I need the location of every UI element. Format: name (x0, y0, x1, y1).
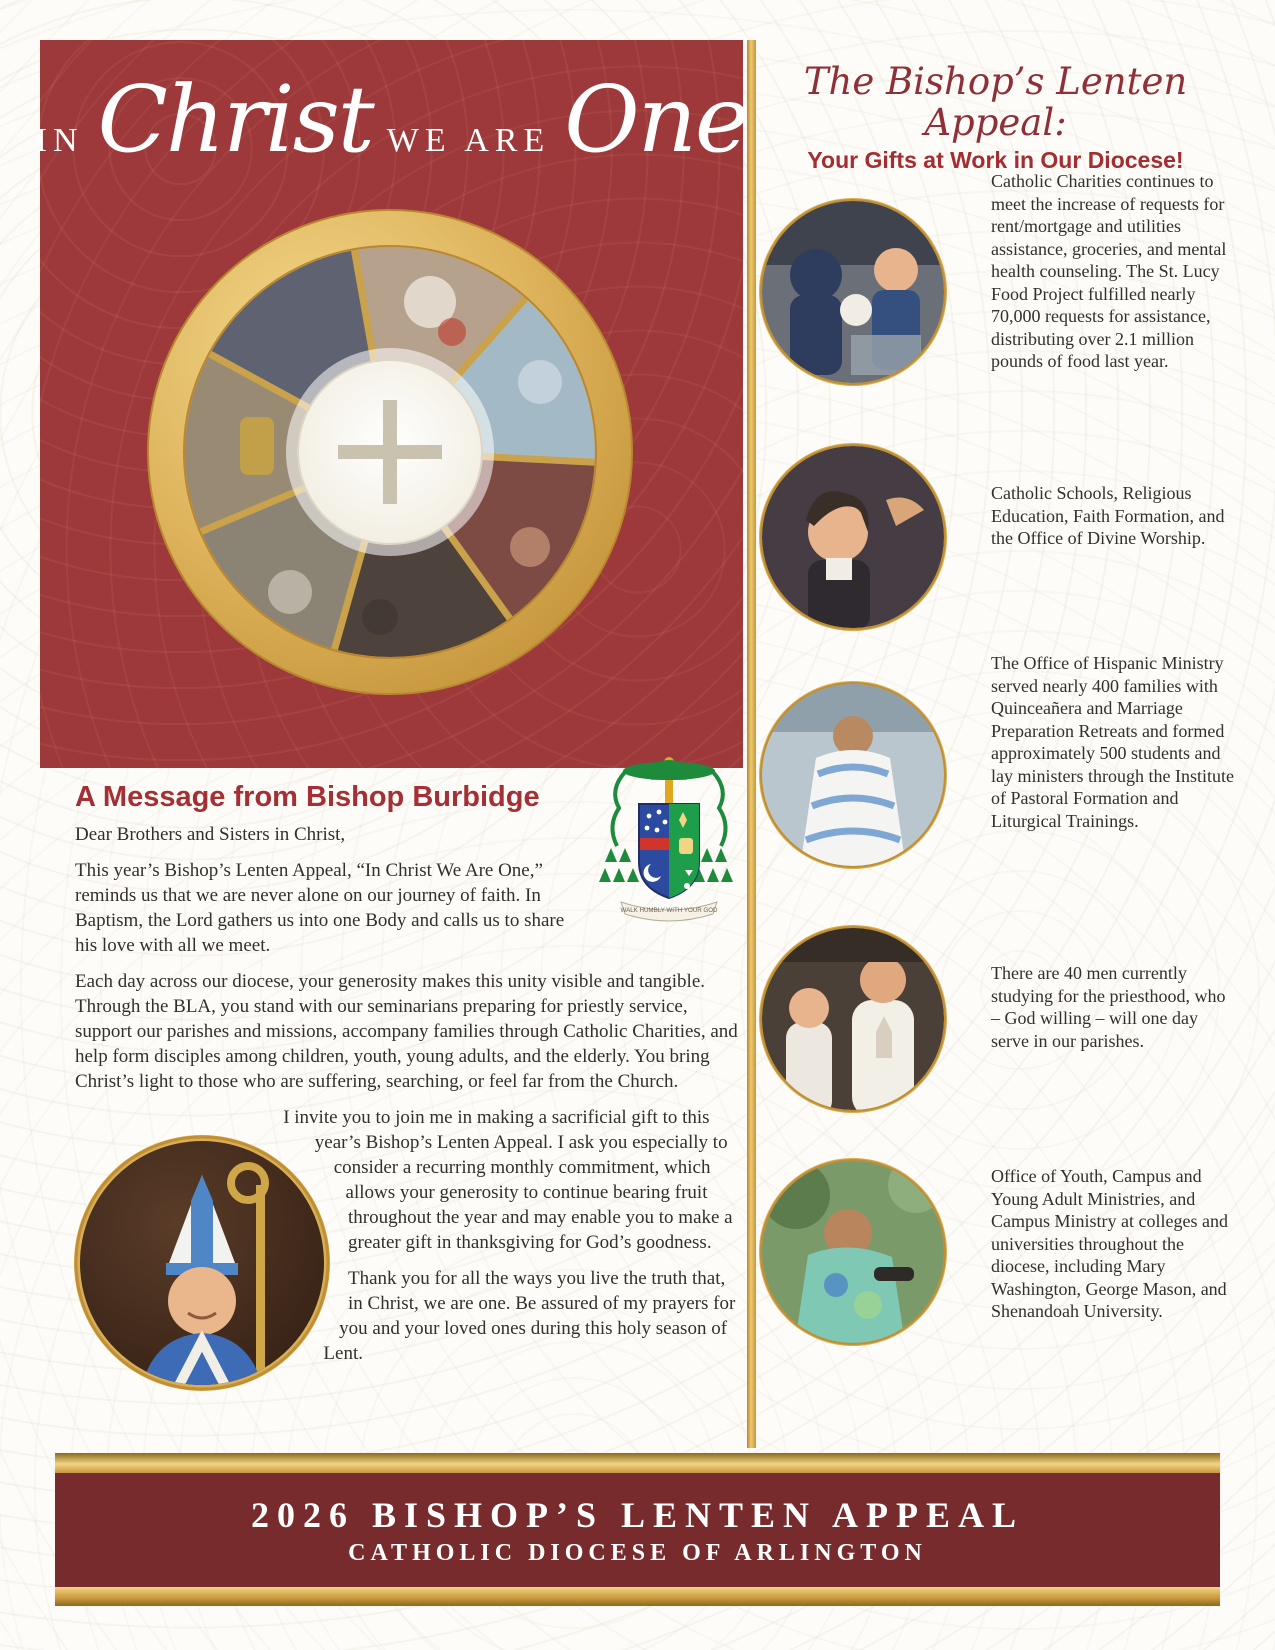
photo-collage-wheel (145, 207, 635, 697)
appeal-script-heading: The Bishop’s Lenten Appeal: (803, 60, 1188, 144)
message-heading: A Message from Bishop Burbidge (75, 781, 540, 813)
ministry-row-schools (756, 440, 1235, 635)
ministry-text-youth: Office of Youth, Campus and Young Adult Ministries, and Campus Ministry at colleges and universities throughout the diocese, including Mary Washington, George Mason, and Shenandoah University. (991, 1166, 1228, 1321)
ministry-row-youth (756, 1155, 1235, 1350)
galero-hat (623, 762, 715, 780)
hero-title (35, 66, 748, 173)
message-paragraph-1: This year’s Bishop’s Lenten Appeal, “In Christ We Are One,” reminds us that we are never alone on our journey of faith. In Baptism, the Lord gathers us into one Body and calls us to share his love with all we meet. (75, 860, 565, 957)
crozier (256, 1185, 265, 1395)
footer-gold-bar-bottom (55, 1587, 1220, 1606)
bishop-coat-of-arms (599, 746, 739, 926)
appeal-subheading: Your Gifts at Work in Our Diocese! (807, 147, 1184, 174)
message-paragraph-4: Thank you for all the ways you live the truth that, in Christ, we are one. Be assured of my prayers for you and your loved ones during this holy season of Lent. (323, 1268, 736, 1365)
hero-panel (35, 40, 748, 768)
gold-divider (747, 40, 756, 1448)
hero-title-middle: WE ARE (386, 122, 551, 159)
footer-gold-bar-top (55, 1453, 1220, 1473)
bishop-portrait (70, 1131, 334, 1395)
shield (639, 804, 699, 898)
hero-title-word-one: One (564, 66, 748, 173)
ministry-text-charities: Catholic Charities continues to meet the increase of requests for rent/mortgage and utilities assistance, groceries, and mental health counseling. The St. Lucy Food Project fulfilled nearly 70,000 requests for assistance, distributing over 2.1 million pounds of food last year. (991, 171, 1227, 371)
hero-title-word-christ: Christ (97, 66, 373, 173)
coat-of-arms-motto: WALK HUMBLY WITH YOUR GOD (620, 907, 718, 914)
ministry-text-hispanic: The Office of Hispanic Ministry served nearly 400 families with Quinceañera and Marriage Preparation Retreats and formed approximately 500 students and lay ministers through the Institute of Pastoral Formation and Liturgical Trainings. (991, 653, 1234, 831)
photo-youth-ministry (756, 1155, 951, 1350)
footer-banner (55, 1453, 1220, 1606)
photo-catholic-schools (756, 440, 951, 635)
message-paragraph-2: Each day across our diocese, your generosity makes this unity visible and tangible. Through the BLA, you stand with our seminarians preparing for priestly service, support our parishes and missions, accompany families through Catholic Charities, and help form disciples among children, youth, young adults, and the elderly. You bring Christ’s light to those who are suffering, searching, or feel far from the Church. (75, 971, 738, 1093)
hero-title-prefix: IN (35, 122, 84, 159)
ministry-row-seminarians (756, 922, 1235, 1117)
footer-maroon-band (55, 1473, 1220, 1587)
photo-catholic-charities (756, 195, 951, 390)
photo-hispanic-ministry (756, 678, 951, 873)
footer-line-diocese: CATHOLIC DIOCESE OF ARLINGTON (348, 1539, 927, 1566)
right-column-heading (756, 62, 1235, 174)
footer-line-appeal: 2026 BISHOP’S LENTEN APPEAL (250, 1494, 1025, 1535)
bishop-message-section (75, 782, 739, 1401)
message-salutation: Dear Brothers and Sisters in Christ, (75, 824, 346, 846)
ministry-row-charities (756, 170, 1235, 390)
ministry-row-hispanic (756, 652, 1235, 873)
ministry-text-schools: Catholic Schools, Religious Education, Faith Formation, and the Office of Divine Worship. (991, 483, 1225, 548)
photo-seminarians (756, 922, 951, 1117)
collage-wheel-graphic (145, 207, 635, 697)
ministry-text-seminarians: There are 40 men currently studying for the priesthood, who – God willing – will one day serve in our parishes. (991, 963, 1226, 1051)
message-paragraph-3: I invite you to join me in making a sacrificial gift to this year’s Bishop’s Lenten Appeal. I ask you especially to consider a recurring monthly commitment, which allows your generosity to continue bearing fruit throughout the year and may enable you to make a greater gift in thanksgiving for God’s goodness. (283, 1107, 733, 1254)
right-column (756, 40, 1235, 1448)
